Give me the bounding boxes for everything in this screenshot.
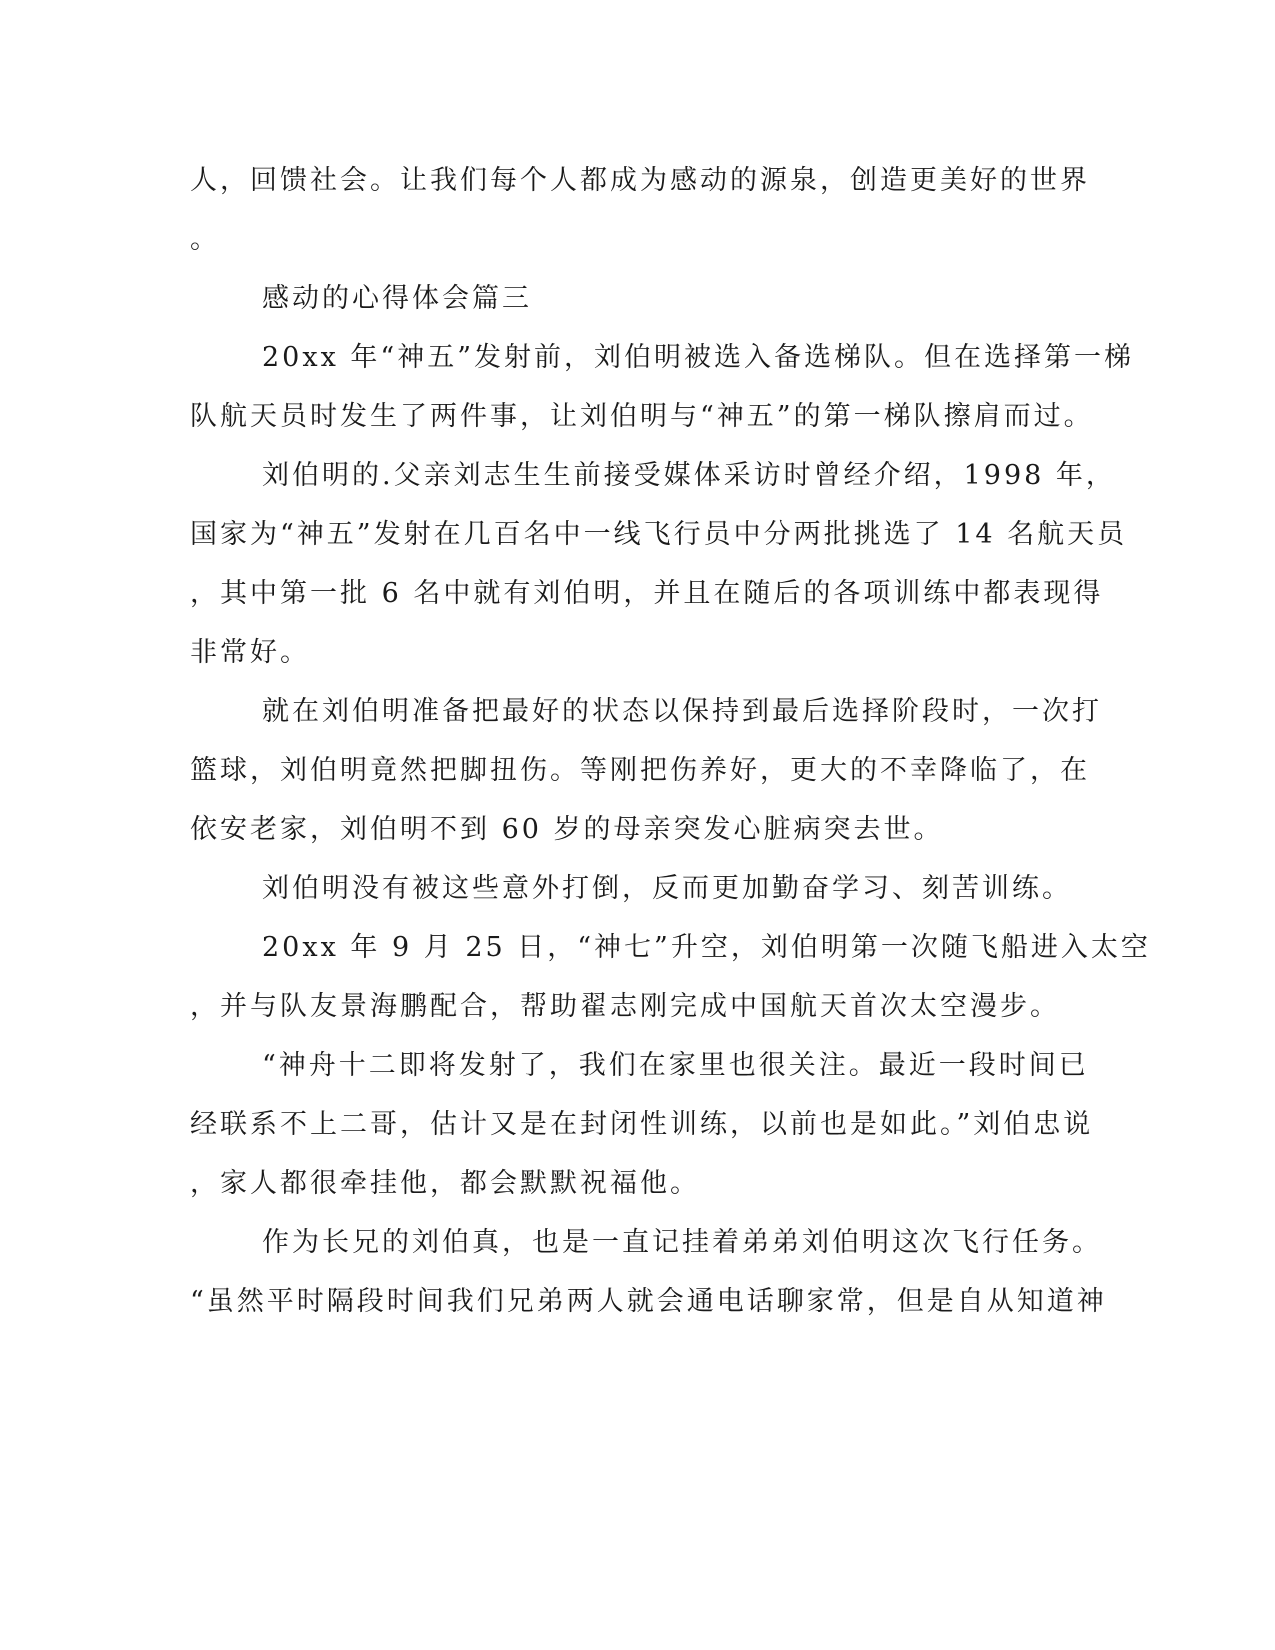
section-heading: 感动的心得体会篇三 <box>262 283 532 314</box>
text-line: ，家人都很牵挂他，都会默默祝福他。 <box>190 1168 700 1199</box>
text-line: 非常好。 <box>190 637 310 668</box>
text-line: ，并与队友景海鹏配合，帮助翟志刚完成中国航天首次太空漫步。 <box>190 991 1060 1022</box>
text-line: 篮球，刘伯明竟然把脚扭伤。等刚把伤养好，更大的不幸降临了，在 <box>190 755 1090 786</box>
text-line: 20xx 年“神五”发射前，刘伯明被选入备选梯队。但在选择第一梯 <box>262 342 1134 373</box>
text-line: 就在刘伯明准备把最好的状态以保持到最后选择阶段时，一次打 <box>262 696 1102 727</box>
text-line: 。 <box>190 224 220 255</box>
text-line: 人，回馈社会。让我们每个人都成为感动的源泉，创造更美好的世界 <box>190 165 1090 196</box>
text-line: 刘伯明没有被这些意外打倒，反而更加勤奋学习、刻苦训练。 <box>262 873 1072 904</box>
text-line: ，其中第一批 6 名中就有刘伯明，并且在随后的各项训练中都表现得 <box>190 578 1104 609</box>
text-line: “虽然平时隔段时间我们兄弟两人就会通电话聊家常，但是自从知道神 <box>190 1286 1107 1317</box>
text-line: 队航天员时发生了两件事，让刘伯明与“神五”的第一梯队擦肩而过。 <box>190 401 1094 432</box>
text-line: 刘伯明的.父亲刘志生生前接受媒体采访时曾经介绍，1998 年， <box>262 460 1116 491</box>
text-line: 20xx 年 9 月 25 日，“神七”升空，刘伯明第一次随飞船进入太空 <box>262 932 1151 963</box>
text-line: 依安老家，刘伯明不到 60 岁的母亲突发心脏病突去世。 <box>190 814 944 845</box>
text-line: “神舟十二即将发射了，我们在家里也很关注。最近一段时间已 <box>262 1050 1089 1081</box>
text-line: 经联系不上二哥，估计又是在封闭性训练，以前也是如此。”刘伯忠说 <box>190 1109 1094 1140</box>
text-line: 作为长兄的刘伯真，也是一直记挂着弟弟刘伯明这次飞行任务。 <box>262 1227 1102 1258</box>
text-line: 国家为“神五”发射在几百名中一线飞行员中分两批挑选了 14 名航天员 <box>190 519 1128 550</box>
